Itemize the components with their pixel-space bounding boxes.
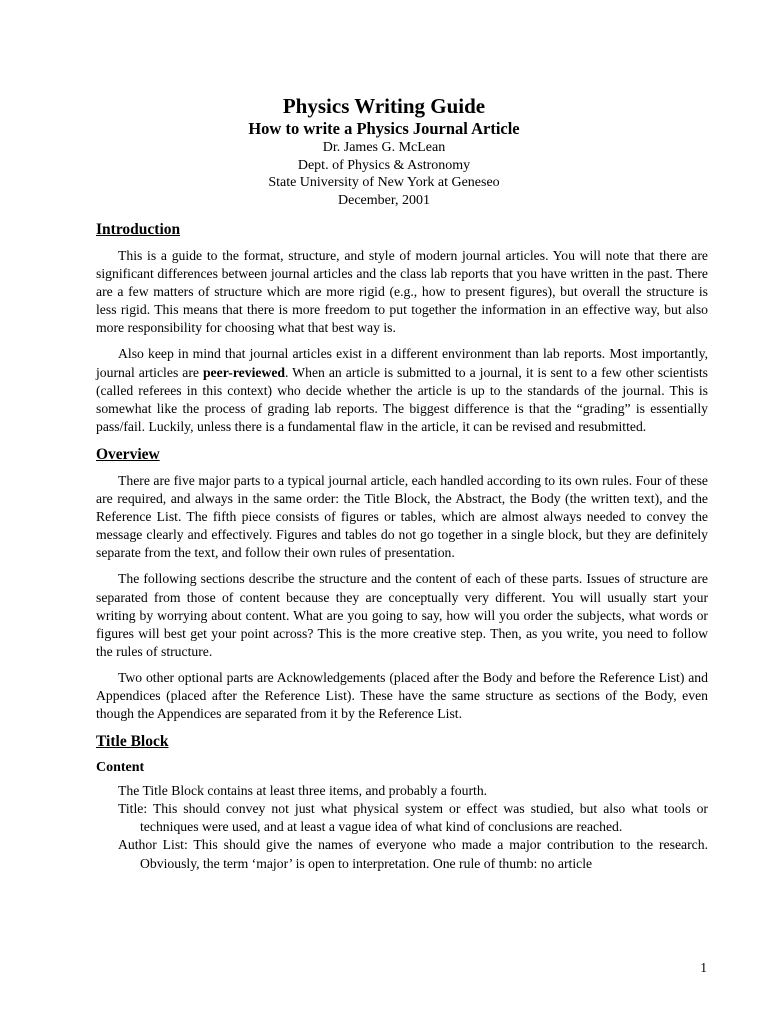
list-item: Author List: This should give the names of everyone who made a major contribution to the research. Obviously, the term ‘major’ is open to interpretation. One rule of thumb: no article — [118, 837, 708, 871]
department: Dept. of Physics & Astronomy — [297, 157, 471, 173]
section-overview — [96, 444, 708, 723]
paragraph: Two other optional parts are Acknowledgements (placed after the Body and before the Reference List) and Appendices (placed after the Reference List). These have the same structure as sections of the Body, even though the Appendices are separated from it by the Reference List. — [96, 669, 708, 722]
paragraph: The Title Block contains at least three items, and probably a fourth. — [118, 783, 488, 799]
document-date: December, 2001 — [338, 192, 430, 208]
section-title-block — [96, 731, 708, 872]
author-name: Dr. James G. McLean — [322, 140, 446, 155]
title-block-header — [0, 93, 768, 209]
page-number: 1 — [700, 960, 707, 975]
paragraph — [96, 345, 708, 435]
document-body — [96, 219, 708, 877]
section-heading-introduction: Introduction — [96, 221, 181, 238]
paragraph: There are five major parts to a typical journal article, each handled according to its own rules. Four of these are required, and always in the same order: the Title Block, the Abstract, the Body (the written text), and the Reference List. The fifth piece consists of figures or tables, which are almost always needed to convey the message clearly and effectively. Figures and tables do not go together in a single block, but they are definitely separate from the text, and follow their own rules of presentation. — [96, 472, 708, 561]
text-run: Also keep in mind that journal articles exist in a different environment than lab reports. Most importantly, journal articles are — [96, 346, 708, 380]
paragraph: This is a guide to the format, structure, and style of modern journal articles. You will note that there are significant differences between journal articles and the class lab reports that you have written in the past. There are a few matters of structure which are more rigid (e.g., how to present figures), but overall the structure is less rigid. This means that there is more freedom to put together the information in an effective way, but also more responsibility for choosing what that best way is. — [96, 248, 708, 336]
document-subtitle: How to write a Physics Journal Article — [248, 119, 520, 138]
section-heading-title-block: Title Block — [96, 733, 169, 751]
bold-term: peer-reviewed — [202, 364, 286, 380]
paragraph: The following sections describe the structure and the content of each of these parts. Issues of structure are separated from those of content because they are conceptually very different. You will usually start your writing by worrying about content. What are you going to say, how will you order the subjects, what words or figures will best get your point across? This is the more creative step. Then, as you write, you need to follow the rules of structure. — [96, 571, 708, 659]
text-run: . When an article is submitted to a journal, it is sent to a few other scientists (called referees in this context) who decide whether the article is up to the standards of the journal. This is somewhat like the process of grading lab reports. The biggest difference is that the “grading” is essentially pass/fail. Luckily, unless there is a fundamental flaw in the article, it can be revised and resubmitted. — [96, 364, 708, 434]
section-heading-overview: Overview — [96, 445, 160, 463]
subheading-content: Content — [96, 760, 145, 776]
document-title: Physics Writing Guide — [282, 94, 486, 118]
list-item: Title: This should convey not just what physical system or effect was studied, but also what tools or techniques were used, and at least a vague idea of what kind of conclusions are reached. — [118, 801, 708, 835]
university: State University of New York at Geneseo — [268, 175, 500, 190]
section-introduction — [96, 219, 708, 436]
